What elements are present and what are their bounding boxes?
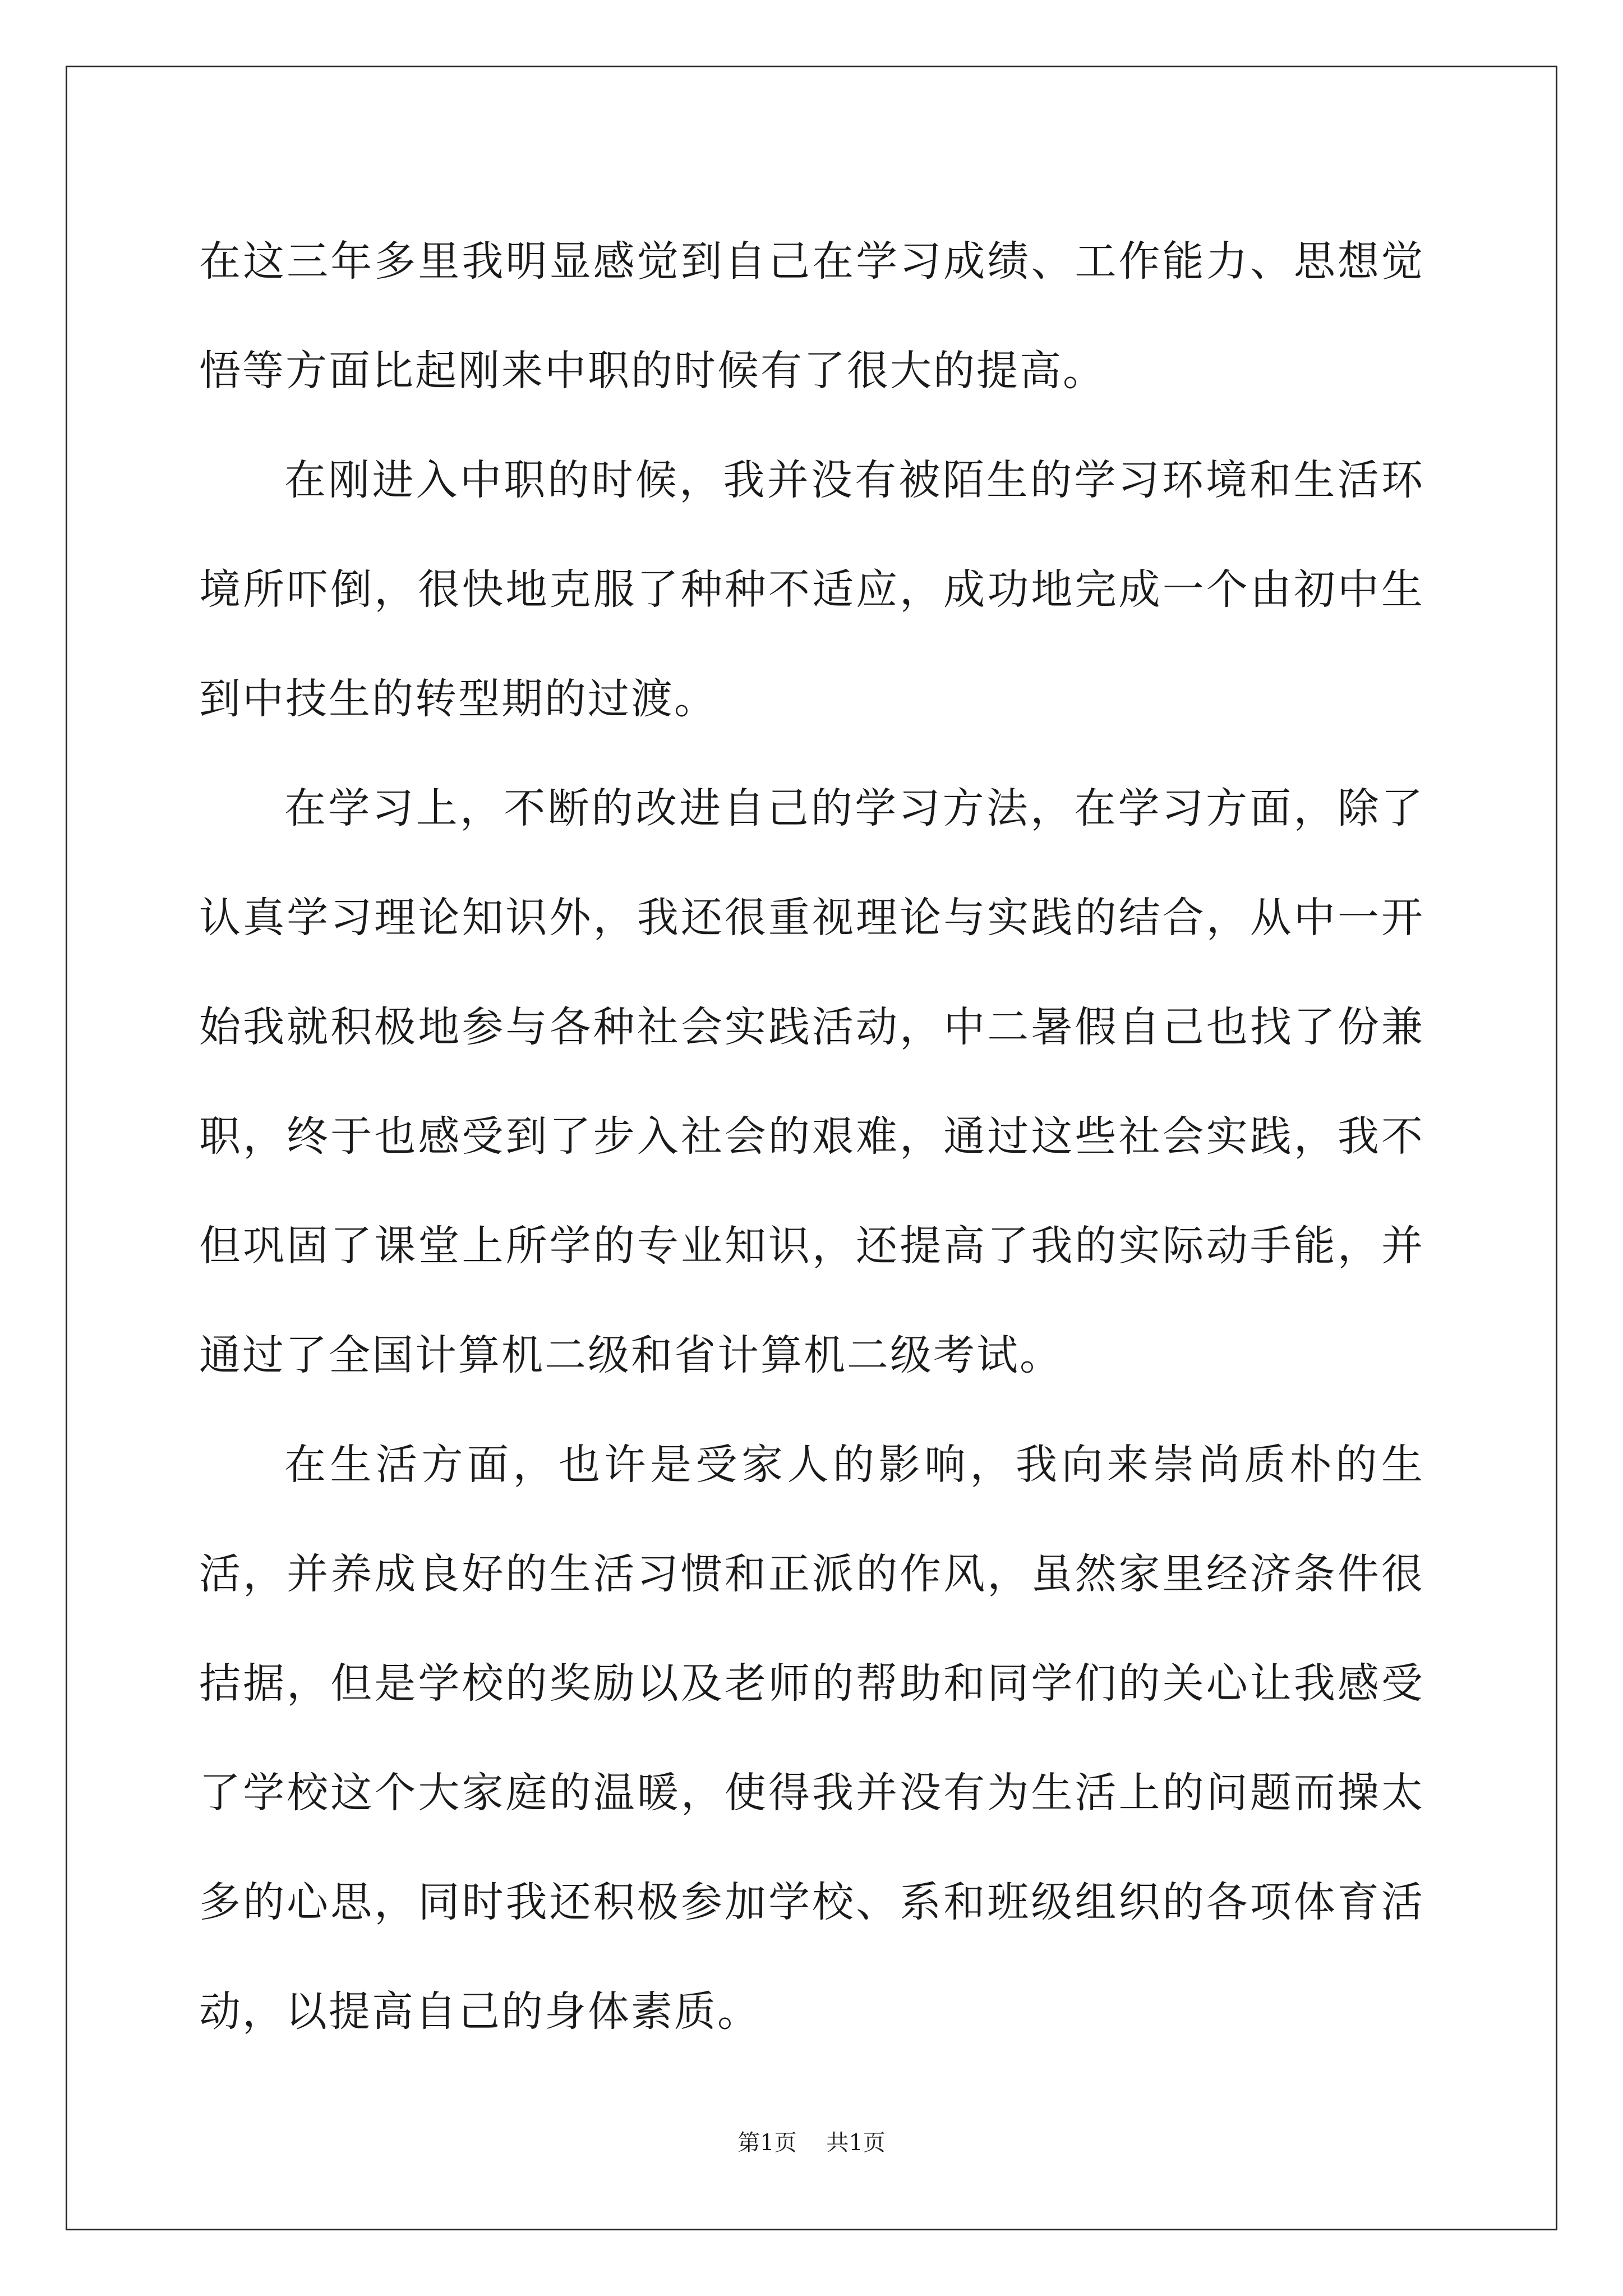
paragraph-3: 在学习上，不断的改进自己的学习方法，在学习方面，除了认真学习理论知识外，我还很重视理论与实践的结合，从中一开始我就积极地参与各种社会实践活动，中二暑假自己也找了份兼职，终于也感受到了步入社会的艰难，通过这些社会实践，我不但巩固了课堂上所学的专业知识，还提高了我的实际动手能，并通过了全国计算机二级和省计算机二级考试。 [199, 784, 1424, 1379]
paragraph-1: 在这三年多里我明显感觉到自己在学习成绩、工作能力、思想觉悟等方面比起刚来中职的时候有了很大的提高。 [199, 237, 1424, 395]
paragraph-4: 在生活方面，也许是受家人的影响，我向来崇尚质朴的生活，并养成良好的生活习惯和正派的作风，虽然家里经济条件很拮据，但是学校的奖励以及老师的帮助和同学们的关心让我感受了学校这个大家庭的温暖，使得我并没有为生活上的问题而操太多的心思，同时我还积极参加学校、系和班级组织的各项体育活动，以提高自己的身体素质。 [199, 1441, 1424, 2036]
document-body [199, 207, 1424, 2067]
page-number: 第1页 [737, 2130, 797, 2156]
page-footer [0, 2129, 1623, 2157]
page-total: 共1页 [826, 2130, 886, 2156]
paragraph-2: 在刚进入中职的时候，我并没有被陌生的学习环境和生活环境所吓倒，很快地克服了种种不适应，成功地完成一个由初中生到中技生的转型期的过渡。 [199, 456, 1424, 723]
